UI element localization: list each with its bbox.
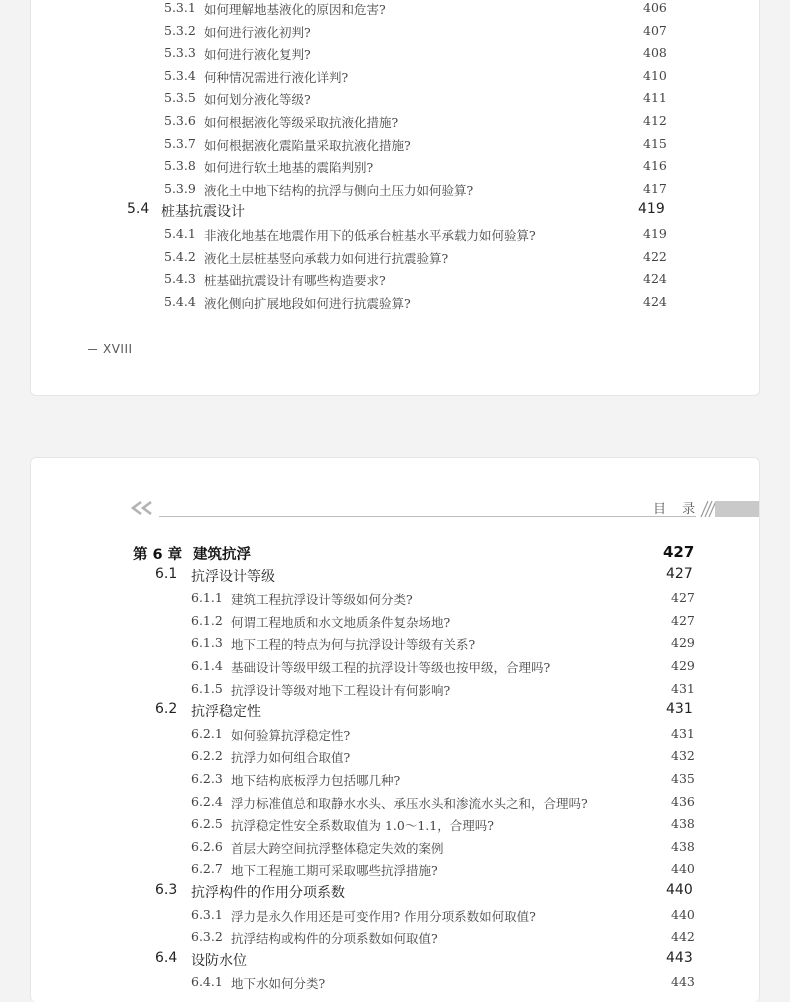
- toc-entry-page: 422: [643, 248, 667, 264]
- toc-entry-sub: [31, 291, 759, 314]
- toc-entry-sub: [31, 87, 759, 110]
- toc-entry-number: 6.1.2: [191, 612, 223, 628]
- toc-entry-page: 410: [643, 67, 667, 83]
- toc-entry-page: 429: [671, 635, 695, 651]
- toc-entry-title: 抗浮稳定性安全系数取值为 1.0～1.1，合理吗?: [231, 818, 494, 834]
- toc-entry-number: 5.3.6: [164, 112, 196, 128]
- toc-entry-page: 440: [666, 881, 693, 898]
- toc-entry-title: 地下水如何分类?: [231, 976, 326, 992]
- toc-entry-title: 地下结构底板浮力包括哪几种?: [231, 772, 401, 788]
- toc-entry-number: 6.2.5: [191, 816, 223, 832]
- toc-entry-title: 如何根据液化震陷量采取抗液化措施?: [204, 137, 411, 153]
- toc-entry-title: 如何进行液化复判?: [204, 47, 311, 63]
- toc-entry-number: 6.4.1: [191, 974, 223, 990]
- running-head-rule: [159, 516, 696, 517]
- toc-entry-title: 如何划分液化等级?: [204, 92, 311, 108]
- toc-entry-title: 抗浮设计等级对地下工程设计有何影响?: [231, 682, 451, 698]
- toc-entry-page: 431: [666, 701, 693, 718]
- toc-page-lower: [30, 457, 760, 1002]
- toc-entry-number: 5.3.7: [164, 135, 196, 151]
- toc-entry-title: 抗浮结构或构件的分项系数如何取值?: [231, 931, 438, 947]
- toc-entry-title: 桩基抗震设计: [161, 204, 245, 221]
- toc-entry-title: 如何进行软土地基的震陷判别?: [204, 160, 374, 176]
- toc-entry-title: 抗浮力如何组合取值?: [231, 750, 351, 766]
- toc-entry-page: 406: [643, 0, 667, 15]
- toc-entry-sub: [31, 42, 759, 65]
- toc-entry-title: 桩基础抗震设计有哪些构造要求?: [204, 273, 386, 289]
- toc-entry-sub: [31, 268, 759, 291]
- toc-entry-section: [31, 200, 759, 223]
- toc-list: [31, 542, 759, 994]
- diagonal-stripes-decoration: [695, 500, 715, 518]
- toc-entry-number: 6.1.3: [191, 635, 223, 651]
- toc-entry-number: 5.3.9: [164, 180, 196, 196]
- toc-entry-number: 6.2.7: [191, 861, 223, 877]
- page-folio: [88, 342, 133, 356]
- toc-entry-sub: [31, 20, 759, 43]
- toc-entry-number: 6.2.2: [191, 748, 223, 764]
- toc-entry-number: 6.2.4: [191, 793, 223, 809]
- toc-entry-sub: [31, 178, 759, 201]
- toc-entry-title: 抗浮构件的作用分项系数: [191, 884, 345, 901]
- toc-entry-page: 419: [638, 201, 665, 218]
- toc-entry-page: 443: [671, 974, 695, 990]
- toc-entry-section: [31, 881, 759, 904]
- toc-entry-number: 5.3.3: [164, 45, 196, 61]
- toc-entry-page: 417: [643, 180, 667, 196]
- toc-entry-sub: [31, 768, 759, 791]
- toc-entry-number: 6.2.3: [191, 770, 223, 786]
- running-head-bar: [715, 501, 760, 517]
- toc-entry-sub: [31, 904, 759, 927]
- toc-entry-number: 5.3.1: [164, 0, 196, 15]
- toc-entry-number: 6.3.1: [191, 906, 223, 922]
- toc-entry-title: 建筑抗浮: [193, 547, 251, 563]
- toc-entry-sub: [31, 926, 759, 949]
- toc-entry-sub: [31, 65, 759, 88]
- toc-entry-sub: [31, 632, 759, 655]
- toc-entry-page: 443: [666, 949, 693, 966]
- toc-entry-page: 427: [671, 590, 695, 606]
- toc-entry-number: 6.1.1: [191, 590, 223, 606]
- toc-page-upper: [30, 0, 760, 396]
- toc-entry-sub: [31, 745, 759, 768]
- folio-dash: [88, 349, 97, 350]
- toc-entry-sub: [31, 587, 759, 610]
- toc-entry-title: 如何根据液化等级采取抗液化措施?: [204, 114, 399, 130]
- toc-entry-title: 抗浮设计等级: [191, 568, 275, 585]
- toc-entry-page: 411: [643, 90, 667, 106]
- toc-entry-sub: [31, 723, 759, 746]
- toc-entry-number: 5.3.5: [164, 90, 196, 106]
- toc-entry-title: 何谓工程地质和水文地质条件复杂场地?: [231, 614, 451, 630]
- toc-entry-page: 440: [671, 861, 695, 877]
- toc-entry-number: 5.4: [127, 201, 150, 218]
- folio-number: XVIII: [103, 342, 133, 356]
- toc-entry-section: [31, 700, 759, 723]
- toc-list: [31, 0, 759, 313]
- toc-entry-title: 何种情况需进行液化详判?: [204, 69, 349, 85]
- toc-entry-sub: [31, 655, 759, 678]
- toc-entry-title: 建筑工程抗浮设计等级如何分类?: [231, 592, 413, 608]
- toc-entry-sub: [31, 813, 759, 836]
- toc-entry-page: 427: [671, 612, 695, 628]
- toc-entry-title: 液化土层桩基竖向承载力如何进行抗震验算?: [204, 250, 449, 266]
- toc-entry-title: 如何验算抗浮稳定性?: [231, 727, 351, 743]
- toc-entry-sub: [31, 133, 759, 156]
- toc-entry-number: 6.4: [155, 949, 178, 966]
- toc-entry-section: [31, 565, 759, 588]
- toc-entry-title: 浮力是永久作用还是可变作用? 作用分项系数如何取值?: [231, 908, 536, 924]
- toc-entry-number: 6.3.2: [191, 929, 223, 945]
- toc-entry-title: 液化侧向扩展地段如何进行抗震验算?: [204, 295, 411, 311]
- toc-entry-page: 416: [643, 158, 667, 174]
- running-head: [31, 496, 759, 526]
- double-chevron-left-icon: [129, 500, 155, 516]
- toc-entry-page: 427: [666, 565, 693, 582]
- toc-entry-number: 6.2: [155, 701, 178, 718]
- toc-entry-sub: [31, 678, 759, 701]
- toc-entry-number: 5.3.8: [164, 158, 196, 174]
- toc-entry-title: 如何进行液化初判?: [204, 24, 311, 40]
- toc-entry-page: 424: [643, 271, 667, 287]
- toc-entry-number: 5.4.3: [164, 271, 196, 287]
- toc-entry-number: 6.3: [155, 881, 178, 898]
- toc-entry-page: 424: [643, 293, 667, 309]
- toc-entry-page: 432: [671, 748, 695, 764]
- toc-entry-page: 407: [643, 22, 667, 38]
- toc-entry-page: 435: [671, 770, 695, 786]
- toc-entry-page: 419: [643, 225, 667, 241]
- toc-entry-number: 6.2.6: [191, 838, 223, 854]
- toc-entry-number: 5.4.1: [164, 225, 196, 241]
- toc-entry-page: 408: [643, 45, 667, 61]
- toc-entry-number: 6.1.4: [191, 657, 223, 673]
- toc-entry-page: 412: [643, 112, 667, 128]
- toc-entry-number: 5.3.4: [164, 67, 196, 83]
- toc-entry-page: 431: [671, 680, 695, 696]
- toc-entry-page: 436: [671, 793, 695, 809]
- toc-entry-number: 5.4.2: [164, 248, 196, 264]
- toc-entry-sub: [31, 246, 759, 269]
- toc-entry-page: 427: [663, 543, 695, 561]
- toc-entry-title: 如何理解地基液化的原因和危害?: [204, 2, 386, 17]
- toc-entry-sub: [31, 223, 759, 246]
- toc-entry-title: 非液化地基在地震作用下的低承台桩基水平承载力如何验算?: [204, 227, 536, 243]
- toc-entry-page: 440: [671, 906, 695, 922]
- toc-entry-sub: [31, 0, 759, 20]
- toc-entry-title: 首层大跨空间抗浮整体稳定失效的案例: [231, 840, 444, 856]
- toc-entry-page: 442: [671, 929, 695, 945]
- toc-entry-page: 429: [671, 657, 695, 673]
- toc-entry-sub: [31, 791, 759, 814]
- toc-entry-title: 地下工程的特点为何与抗浮设计等级有关系?: [231, 637, 476, 653]
- toc-entry-page: 438: [671, 816, 695, 832]
- toc-entry-section: [31, 949, 759, 972]
- toc-entry-number: 6.1.5: [191, 680, 223, 696]
- toc-entry-number: 5.3.2: [164, 22, 196, 38]
- toc-entry-sub: [31, 155, 759, 178]
- toc-entry-title: 地下工程施工期可采取哪些抗浮措施?: [231, 863, 438, 879]
- toc-entry-title: 设防水位: [191, 952, 247, 969]
- toc-entry-number: 5.4.4: [164, 293, 196, 309]
- toc-entry-sub: [31, 836, 759, 859]
- toc-entry-number: 第 6 章: [133, 547, 183, 563]
- toc-entry-title: 浮力标准值总和取静水水头、承压水头和渗流水头之和，合理吗?: [231, 795, 588, 811]
- toc-entry-page: 415: [643, 135, 667, 151]
- toc-entry-title: 抗浮稳定性: [191, 704, 261, 721]
- toc-entry-sub: [31, 971, 759, 994]
- toc-entry-sub: [31, 858, 759, 881]
- running-head-title: 目 录: [653, 502, 702, 517]
- toc-entry-page: 431: [671, 725, 695, 741]
- toc-entry-title: 基础设计等级甲级工程的抗浮设计等级也按甲级，合理吗?: [231, 659, 551, 675]
- toc-entry-sub: [31, 610, 759, 633]
- toc-entry-chapter: [31, 542, 759, 565]
- toc-entry-number: 6.1: [155, 565, 178, 582]
- toc-entry-page: 438: [671, 838, 695, 854]
- toc-entry-number: 6.2.1: [191, 725, 223, 741]
- toc-entry-title: 液化土中地下结构的抗浮与侧向土压力如何验算?: [204, 182, 474, 198]
- toc-entry-sub: [31, 110, 759, 133]
